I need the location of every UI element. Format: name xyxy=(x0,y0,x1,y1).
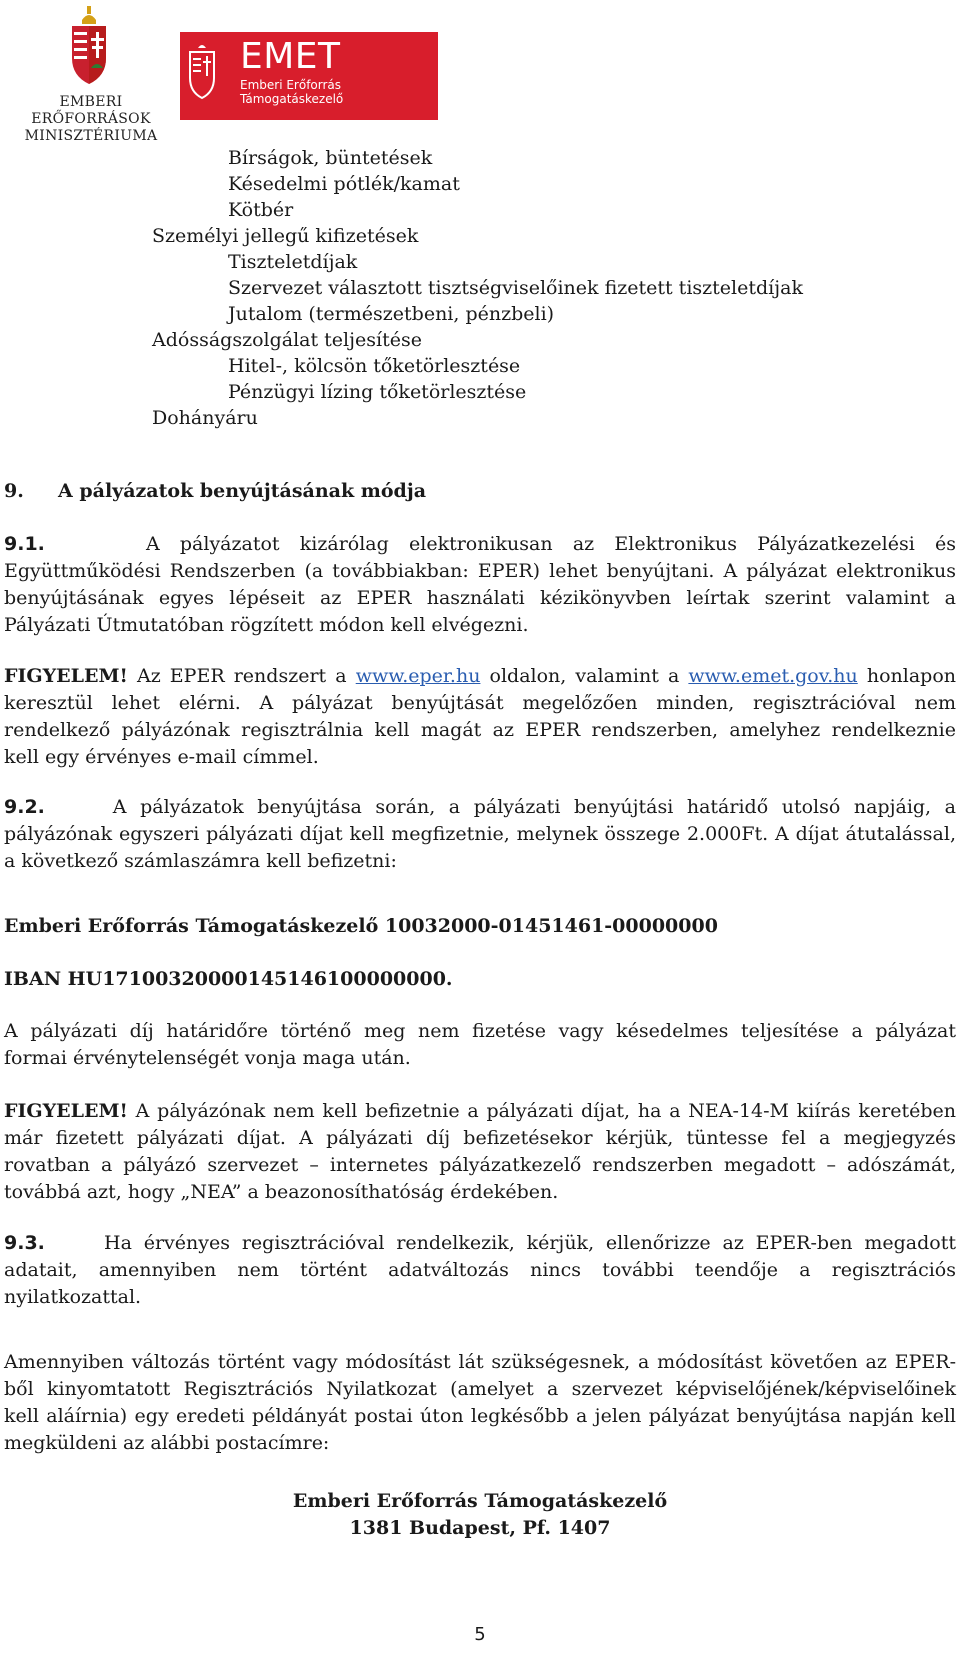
paragraph-9-2: 9.2. A pályázatok benyújtása során, a pályázati benyújtási határidő utolsó napjáig, a pályázónak egyszeri pályázati díjat kell megfizetnie, melynek összege 2.000Ft. A díjat átutalással, a következő számlaszámra kell befizetni: xyxy=(4,796,957,872)
list-item: Jutalom (természetbeni, pénzbeli) xyxy=(228,303,555,325)
emet-title: EMET xyxy=(240,36,341,77)
paragraph-9-1: 9.1. A pályázatot kizárólag elektronikusan az Elektronikus Pályázatkezelési és Együttműködési Rendszerben (a továbbiakban: EPER) lehet benyújtani. A pályázat elektronikus benyújtásának egyes lépéseit az EPER használati kézikönyvben leírtak szerint valamint a Pályázati Útmutatóban rögzített módon kell elvégezni. xyxy=(4,533,956,636)
address-name: Emberi Erőforrás Támogatáskezelő xyxy=(292,1490,668,1512)
list-item: Pénzügyi lízing tőketörlesztése xyxy=(228,381,527,403)
emet-logo xyxy=(180,32,438,120)
eper-link[interactable]: www.eper.hu xyxy=(355,665,481,687)
ministry-name: EMBERI ERŐFORRÁSOK MINISZTÉRIUMA xyxy=(24,94,158,144)
list-item: Adósságszolgálat teljesítése xyxy=(152,329,422,351)
list-item: Szervezet választott tisztségviselőinek fizetett tiszteletdíjak xyxy=(228,277,803,299)
list-item: Dohányáru xyxy=(152,407,258,429)
list-item: Hitel-, kölcsön tőketörlesztése xyxy=(228,355,521,377)
bank-account: Emberi Erőforrás Támogatáskezelő 10032000-01451461-00000000 xyxy=(4,915,718,937)
emet-crest-icon xyxy=(188,42,216,100)
hungarian-coat-of-arms-icon xyxy=(68,6,110,86)
paragraph-number: 9.3. xyxy=(4,1232,45,1254)
paragraph-number: 9.2. xyxy=(4,796,45,818)
paragraph-change: Amennyiben változás történt vagy módosítást lát szükségesnek, a módosítást követően az EPER- ből kinyomtatott Regisztrációs Nyilatkozat (amelyet a szervezet képviselőjének/képviselőinek kell aláírnia) egy eredeti példányát postai úton legkésőbb a jelen pályázat benyújtása napján kell megküldeni az alábbi postacímre: xyxy=(4,1351,956,1454)
list-item: Személyi jellegű kifizetések xyxy=(152,225,419,247)
section-heading: 9. A pályázatok benyújtásának módja xyxy=(4,480,427,502)
paragraph-number: 9.1. xyxy=(4,533,45,555)
paragraph-fee: A pályázati díj határidőre történő meg nem fizetése vagy késedelmes teljesítése a pályázat formai érvénytelenségét vonja maga után. xyxy=(4,1020,956,1069)
list-item: Bírságok, büntetések xyxy=(228,147,433,169)
ministry-logo xyxy=(6,6,171,144)
notice-nea: FIGYELEM! A pályázónak nem kell befizetnie a pályázati díjat, ha a NEA-14-M kiírás keretében már fizetett pályázati díjat. A pályázati díj befizetésekor kérjük, tüntesse fel a megjegyzés rovatban a pályázó szervezet – internetes pályázatkezelő rendszerben megadott – adószámát, továbbá azt, hogy „NEA” a beazonosíthatóság érdekében. xyxy=(4,1100,956,1203)
emet-subtitle: Emberi Erőforrás Támogatáskezelő xyxy=(240,78,344,106)
emet-link[interactable]: www.emet.gov.hu xyxy=(688,665,858,687)
paragraph-9-3: 9.3. Ha érvényes regisztrációval rendelkezik, kérjük, ellenőrizze az EPER-ben megadott adatait, amennyiben nem történt adatváltozás nincs további teendője a regisztrációs nyilatkozattal. xyxy=(4,1232,956,1308)
iban: IBAN HU17100320000145146100000000. xyxy=(4,968,453,990)
address-po-box: 1381 Budapest, Pf. 1407 xyxy=(349,1517,611,1539)
list-item: Kötbér xyxy=(228,199,294,221)
list-item: Késedelmi pótlék/kamat xyxy=(228,173,460,195)
page-number: 5 xyxy=(474,1624,486,1645)
notice-eper: FIGYELEM! Az EPER rendszert a www.eper.hu oldalon, valamint a www.emet.gov.hu honlapon keresztül lehet elérni. A pályázat benyújtását megelőzően minden, regisztrációval nem rendelkező pályázónak regisztrálnia kell magát az EPER rendszerben, amelyhez rendelkeznie kell egy érvényes e-mail címmel. xyxy=(4,665,957,768)
list-item: Tiszteletdíjak xyxy=(228,251,358,273)
